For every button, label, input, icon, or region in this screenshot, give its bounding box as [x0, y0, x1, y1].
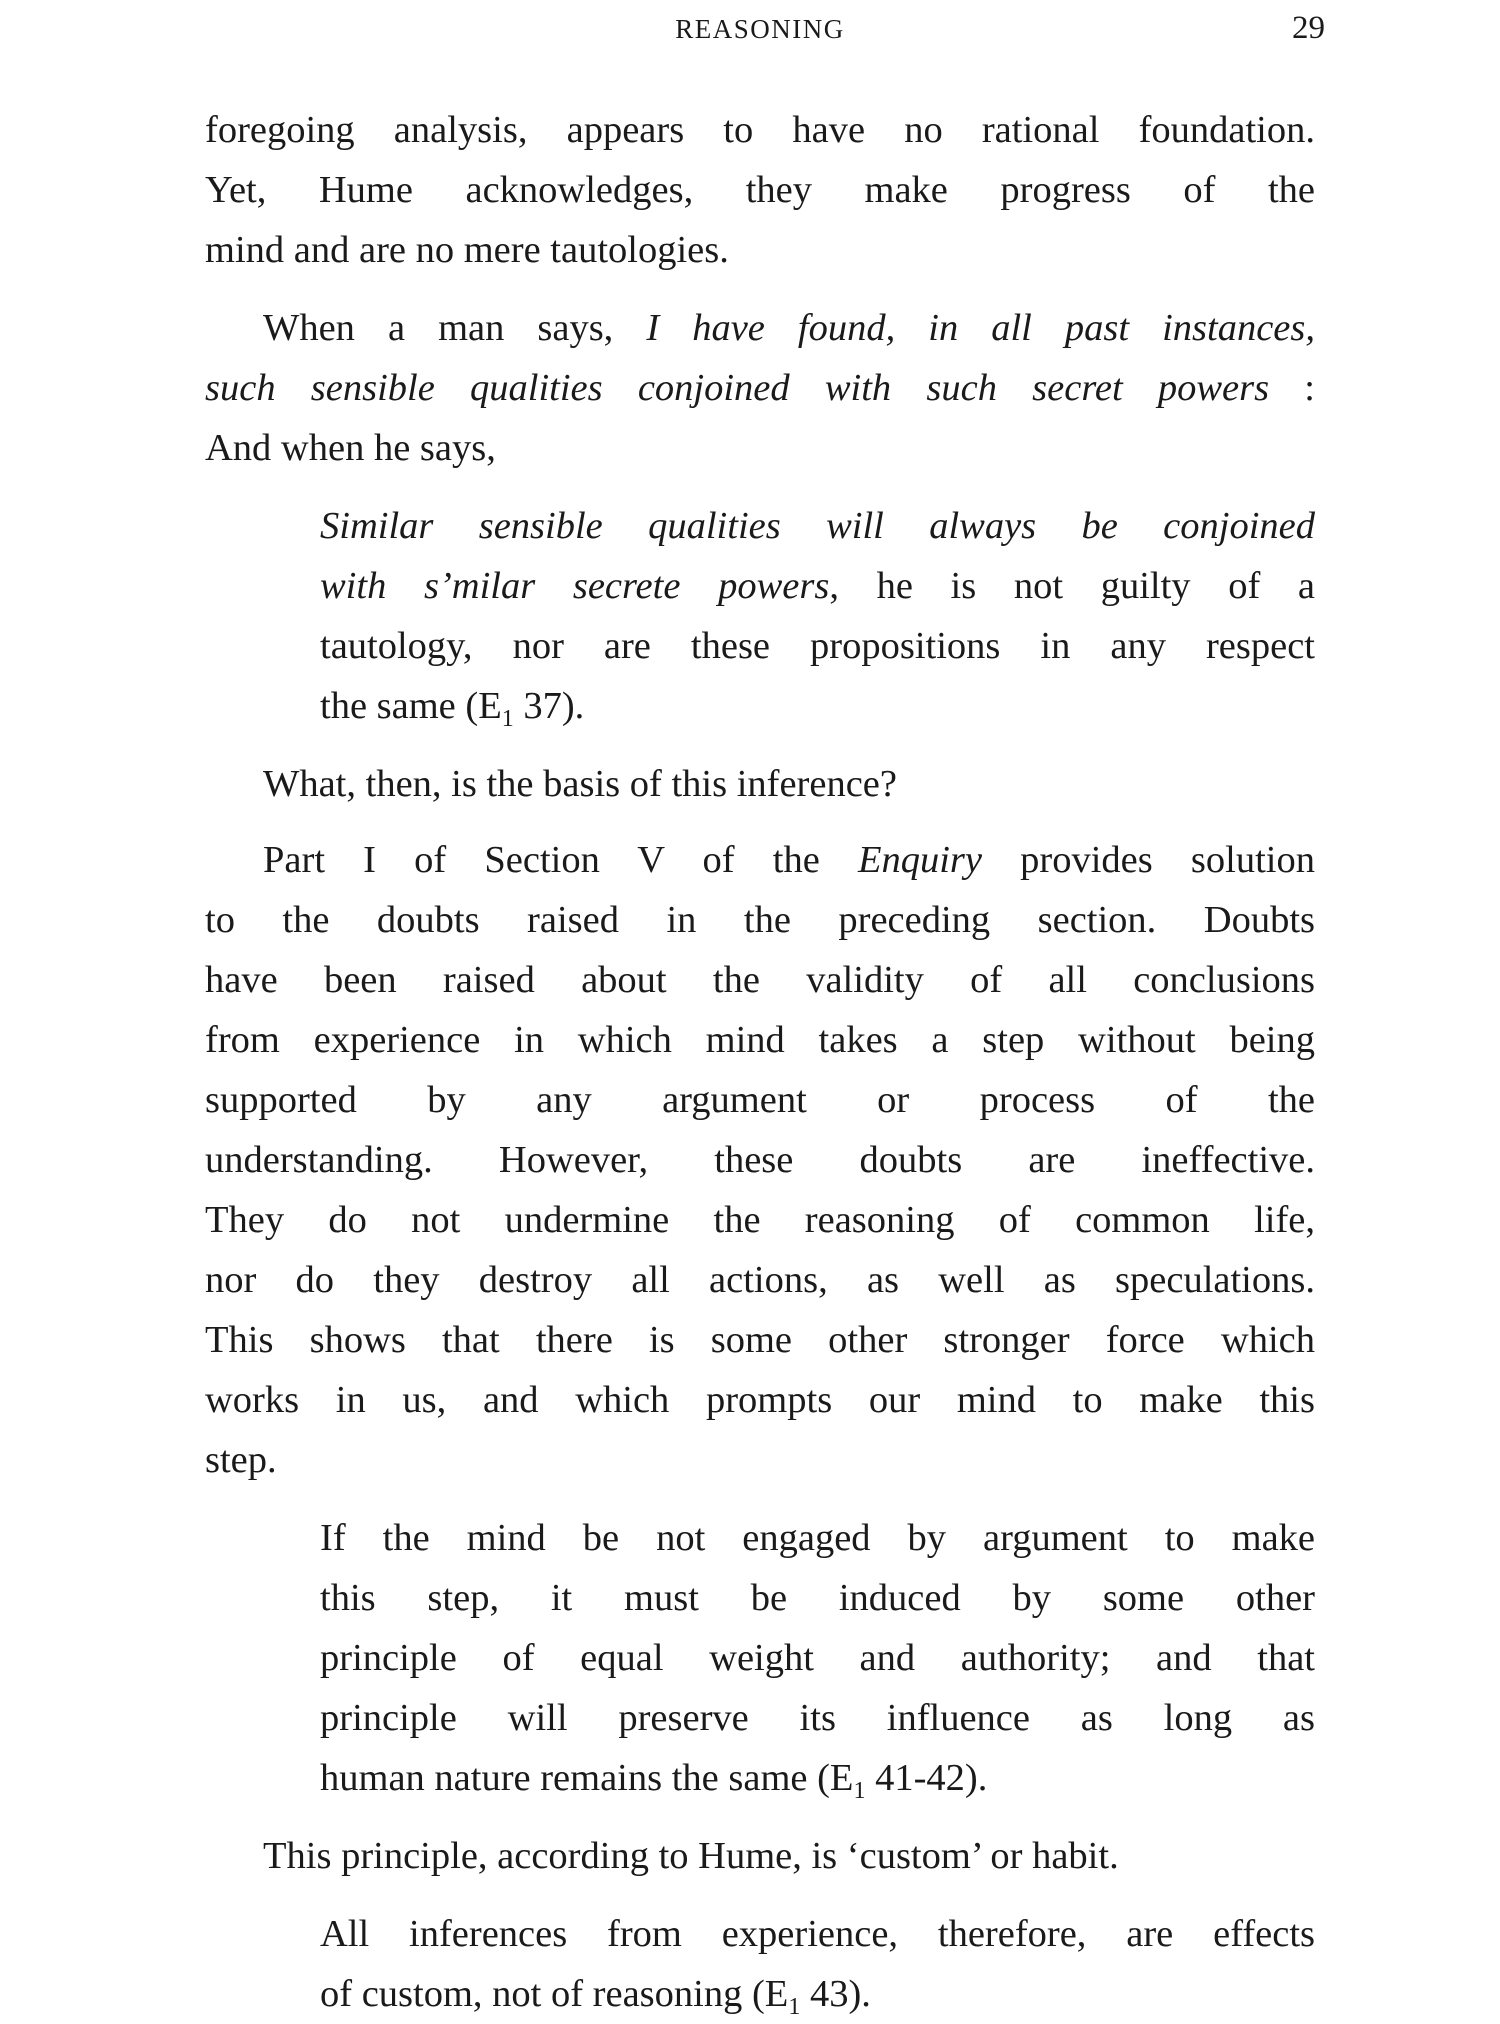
text-line: What, then, is the basis of this inference?	[263, 763, 897, 805]
text-line: Similar sensible qualities will always be conjoined	[320, 505, 1315, 547]
text-line: have been raised about the validity of all conclusions	[205, 959, 1315, 1001]
text-line: the same ($E_1$ 37).	[320, 685, 585, 732]
text-line: This shows that there is some other stronger force which	[205, 1319, 1315, 1361]
text-line: to the doubts raised in the preceding section. Doubts	[205, 899, 1315, 941]
running-title: REASONING	[675, 14, 845, 44]
text-line: works in us, and which prompts our mind to make this	[205, 1379, 1315, 1421]
paragraph-1	[205, 100, 1315, 280]
text-line: such sensible qualities conjoined with such secret powers :	[205, 367, 1315, 409]
text-line: Part I of Section V of the Enquiry provides solution	[263, 839, 1315, 881]
text-line: step.	[205, 1439, 277, 1481]
text-line: All inferences from experience, therefore, are effects	[320, 1913, 1315, 1955]
text-line: tautology, nor are these propositions in any respect	[320, 625, 1315, 667]
text-line: from experience in which mind takes a step without being	[205, 1019, 1315, 1061]
paragraph-5	[205, 1826, 1315, 1886]
text-line: with s’milar secrete powers, he is not guilty of a	[320, 565, 1316, 607]
text-line: mind and are no mere tautologies.	[205, 229, 729, 271]
paragraph-3	[205, 754, 1315, 814]
block-quote-1	[205, 496, 1315, 736]
block-quote-2	[205, 1508, 1315, 1808]
text-line: foregoing analysis, appears to have no rational foundation.	[205, 109, 1315, 151]
page-number: 29	[1292, 10, 1325, 46]
paragraph-4	[205, 830, 1315, 1490]
text-line: They do not undermine the reasoning of common life,	[205, 1199, 1315, 1241]
text-line: principle of equal weight and authority; and that	[320, 1637, 1315, 1679]
running-head	[205, 8, 1325, 52]
text-line: When a man says, I have found, in all past instances,	[263, 307, 1316, 349]
text-line: this step, it must be induced by some other	[320, 1577, 1315, 1619]
text-line: of custom, not of reasoning ($E_1$ 43).	[320, 1973, 871, 2020]
text-line: human nature remains the same ($E_1$ 41-42).	[320, 1757, 988, 1804]
text-line: understanding. However, these doubts are ineffective.	[205, 1139, 1315, 1181]
block-quote-3	[205, 1904, 1315, 2024]
text-line: supported by any argument or process of the	[205, 1079, 1315, 1121]
text-line: This principle, according to Hume, is ‘custom’ or habit.	[263, 1835, 1119, 1877]
text-line: If the mind be not engaged by argument to make	[320, 1517, 1315, 1559]
text-line: And when he says,	[205, 427, 496, 469]
text-line: Yet, Hume acknowledges, they make progress of the	[205, 169, 1315, 211]
paragraph-2	[205, 298, 1315, 478]
body-text	[205, 100, 1315, 2024]
text-line: principle will preserve its influence as long as	[320, 1697, 1315, 1739]
text-line: nor do they destroy all actions, as well as speculations.	[205, 1259, 1315, 1301]
